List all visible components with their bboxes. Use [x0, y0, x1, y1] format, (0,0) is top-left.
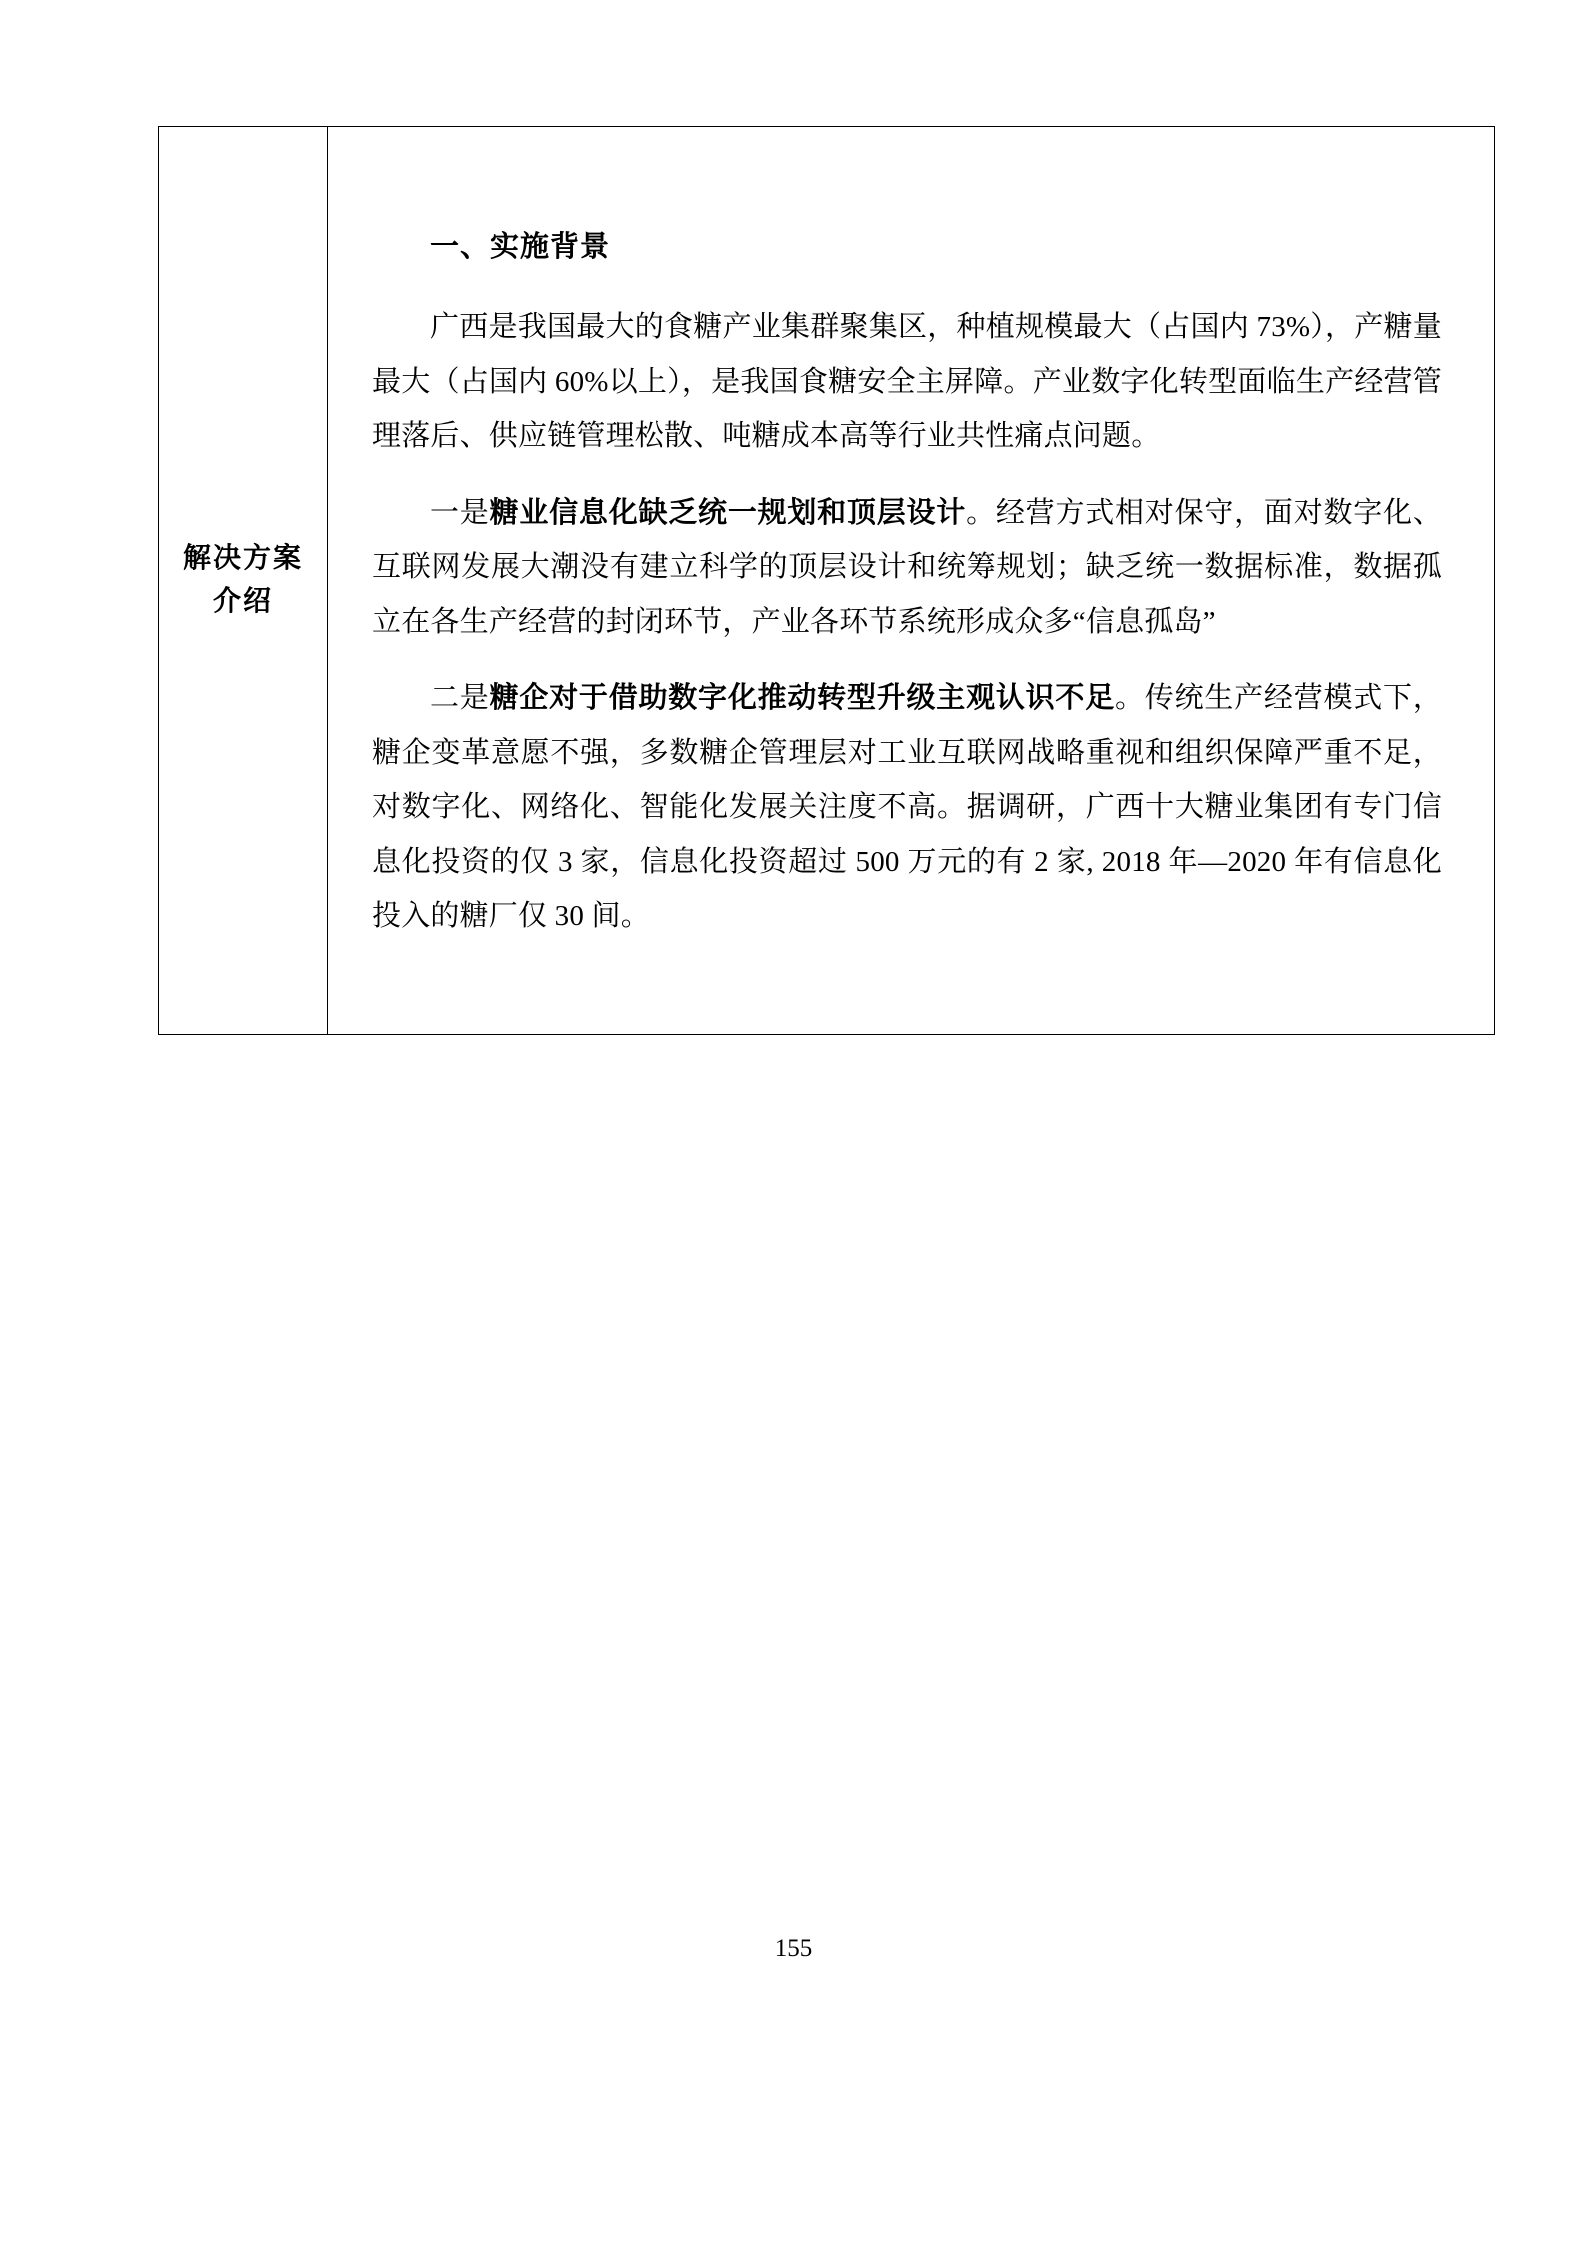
paragraph-issue-two — [372, 671, 1442, 944]
issue-two-lead: 二是 — [430, 682, 490, 715]
row-label-line-2: 介绍 — [212, 586, 273, 618]
table-row — [159, 127, 1495, 1035]
page-number: 155 — [774, 1935, 813, 1962]
issue-two-emphasis: 糖企对于借助数字化推动转型升级主观认识不足 — [489, 682, 1115, 715]
paragraph-issue-one — [372, 486, 1442, 650]
section-title: 一、实施背景 — [430, 231, 611, 263]
issue-two-rest: 。传统生产经营模式下，糖企变革意愿不强，多数糖企管理层对工业互联网战略重视和组织保障严重不足，对数字化、网络化、智能化发展关注度不高。据调研，广西十大糖业集团有专门信息化投资的仅 3 家，信息化投资超过 500 万元的有 2 家, 2018 年—2020 年有信息化投入的糖厂仅 30 间。 — [372, 682, 1443, 933]
solution-table — [158, 126, 1495, 1035]
row-label-line-1: 解决方案 — [182, 543, 303, 575]
issue-one-lead: 一是 — [430, 496, 490, 529]
row-label-cell — [159, 127, 328, 1035]
paragraph-background: 广西是我国最大的食糖产业集群聚集区，种植规模最大（占国内 73%），产糖量最大（占国内 60%以上），是我国食糖安全主屏障。产业数字化转型面临生产经营管理落后、供应链管理松散、吨糖成本高等行业共性痛点问题。 — [372, 311, 1442, 453]
issue-one-emphasis: 糖业信息化缺乏统一规划和顶层设计 — [489, 496, 967, 529]
issue-one-rest: 。经营方式相对保守，面对数字化、互联网发展大潮没有建立科学的顶层设计和统筹规划；缺乏统一数据标准，数据孤立在各生产经营的封闭环节，产业各环节系统形成众多“信息孤岛” — [372, 496, 1443, 638]
content-cell — [328, 127, 1495, 1035]
